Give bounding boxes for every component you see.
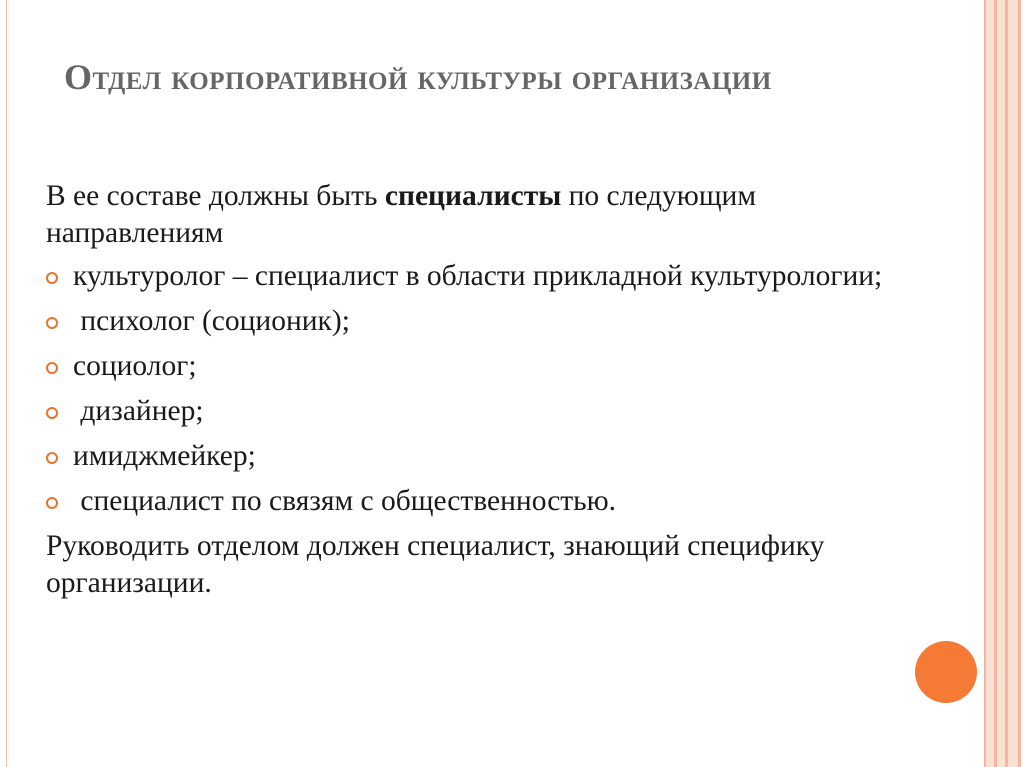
ring-bullet-icon xyxy=(46,497,58,509)
ring-bullet-icon xyxy=(46,407,58,419)
list-item xyxy=(46,348,896,385)
left-border-line xyxy=(6,0,7,767)
ring-bullet-icon xyxy=(46,317,58,329)
stripe xyxy=(1008,0,1018,767)
specialist-list xyxy=(46,258,896,520)
list-item-text: дизайнер; xyxy=(73,395,204,427)
slide-title: Отдел корпоративной культуры организации xyxy=(64,57,772,97)
intro-text: В ее составе должны быть xyxy=(46,180,385,212)
list-item-text: специалист по связям с общественностью. xyxy=(73,485,617,517)
ring-bullet-icon xyxy=(46,362,58,374)
right-decorative-stripes xyxy=(980,0,1024,767)
stripe xyxy=(986,0,994,767)
stripe xyxy=(997,0,1005,767)
ring-bullet-icon xyxy=(46,452,58,464)
list-item-text: культуролог – специалист в области прикладной культурологии; xyxy=(73,260,883,292)
list-item xyxy=(46,483,896,520)
closing-paragraph: Руководить отделом должен специалист, знающий специфику организации. xyxy=(46,530,825,599)
orange-circle xyxy=(915,641,977,703)
list-item-text: психолог (соционик); xyxy=(73,305,350,337)
intro-paragraph xyxy=(46,178,896,252)
stripe xyxy=(1018,0,1021,767)
list-item xyxy=(46,393,896,430)
intro-bold-text: специалисты xyxy=(384,180,562,212)
intro-text-end: по следующим направлениям xyxy=(46,180,757,249)
ring-bullet-icon xyxy=(46,272,58,284)
slide-body xyxy=(46,178,896,608)
list-item-text: социолог; xyxy=(73,350,197,382)
list-item-text: имиджмейкер; xyxy=(73,440,256,472)
list-item xyxy=(46,258,896,295)
list-item xyxy=(46,303,896,340)
list-item xyxy=(46,438,896,475)
